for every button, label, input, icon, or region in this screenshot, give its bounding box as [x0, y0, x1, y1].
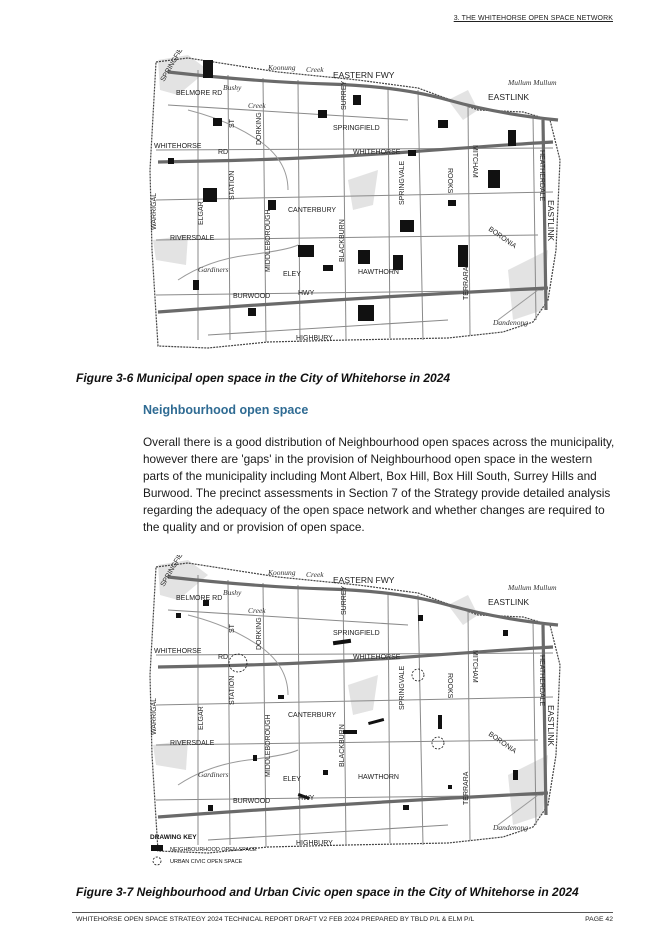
drawing-key-item-neighbourhood: NEIGHBOURHOOD OPEN SPACE — [170, 847, 257, 853]
map-label-gardiners: Gardiners — [198, 265, 229, 274]
map-label-surrey: SURREY — [341, 80, 348, 110]
map-label-creek-1: Creek — [306, 570, 324, 579]
map-label-eastlink-v: EASTLINK — [546, 705, 556, 747]
figure-3-6-caption: Figure 3-6 Municipal open space in the City of Whitehorse in 2024 — [76, 371, 451, 385]
map-label-eley: ELEY — [283, 776, 301, 783]
map-label-st: ST — [229, 119, 236, 128]
map-label-dandenong: Dandenong — [493, 318, 528, 327]
map-label-mullum: Mullum Mullum — [508, 78, 557, 87]
map-label-elgar: ELGAR — [198, 201, 205, 225]
section-heading: Neighbourhood open space — [143, 403, 309, 417]
map-label-rd-1: RD — [218, 149, 229, 156]
map-label-springfield: SPRINGFIELD — [333, 630, 380, 637]
map-label-burwood: BURWOOD — [233, 798, 271, 805]
map-label-dorking: DORKING — [256, 112, 263, 145]
map-label-warrigal: WARRIGAL — [151, 192, 158, 230]
map-label-creek-1: Creek — [306, 65, 324, 74]
map-label-springvale: SPRINGVALE — [399, 160, 406, 205]
map-label-rooks: ROOKS — [446, 168, 453, 194]
map-label-riversdale: RIVERSDALE — [170, 740, 215, 747]
map-label-dandenong: Dandenong — [493, 823, 528, 832]
map-label-st: ST — [229, 624, 236, 633]
footer-text: WHITEHORSE OPEN SPACE STRATEGY 2024 TECHNICAL REPORT DRAFT V2 FEB 2024 PREPARED BY TBLD P/L & ELM P/L — [76, 916, 475, 923]
map-label-station: STATION — [229, 675, 236, 705]
map-label-rd-1: RD — [218, 654, 229, 661]
map-label-koonung: Koonung — [268, 63, 296, 72]
map-label-gardiners: Gardiners — [198, 770, 229, 779]
map-label-belmore-rd: BELMORE RD — [176, 90, 223, 97]
map-label-rooks: ROOKS — [446, 673, 453, 699]
footer-divider — [72, 912, 613, 913]
map-label-elgar: ELGAR — [198, 706, 205, 730]
body-paragraph: Overall there is a good distribution of Neighbourhood open spaces across the municipality, however there are 'gaps' in the provision of Neighbourhood open space in the western parts of the municipality including Mont Albert, Box Hill, Box Hill South, Surrey Hills and Burwood. The precinct assessments in Section 7 of the Strategy provide detailed analysis regarding the adequacy of the open space network and whether changes are required to the quality and or provision of open space. — [143, 435, 615, 534]
map-label-terrara: TERRARA — [463, 771, 470, 805]
map-label-boronia: BORONIA — [486, 225, 518, 251]
map-label-eastlink: EASTLINK — [488, 92, 530, 102]
neighbourhood-open-space-map — [148, 555, 568, 875]
map-label-hawthorn: HAWTHORN — [358, 774, 399, 781]
map-label-eastern-fwy: EASTERN FWY — [333, 575, 395, 585]
map-label-warrigal: WARRIGAL — [151, 697, 158, 735]
map-label-highbury: HIGHBURY — [296, 840, 333, 847]
map-label-heatherdale: HEATHERDALE — [538, 655, 545, 707]
map-label-hwy: HWY — [298, 290, 315, 297]
map-label-creek-2: Creek — [248, 606, 266, 615]
map-label-middleborough: MIDDLEBOROUGH — [265, 209, 272, 272]
map-label-whitehorse-right: WHITEHORSE — [353, 149, 401, 156]
map-label-whitehorse-left: WHITEHORSE — [154, 143, 202, 150]
map-label-belmore-rd: BELMORE RD — [176, 595, 223, 602]
map-label-blackburn: BLACKBURN — [339, 219, 346, 262]
map-label-hwy: HWY — [298, 795, 315, 802]
map-label-heatherdale: HEATHERDALE — [538, 150, 545, 202]
drawing-key-item-urban-civic: URBAN CIVIC OPEN SPACE — [170, 859, 243, 865]
figure-3-7-caption: Figure 3-7 Neighbourhood and Urban Civic open space in the City of Whitehorse in 2024 — [76, 885, 579, 899]
map-label-eastlink: EASTLINK — [488, 597, 530, 607]
map-label-koonung: Koonung — [268, 568, 296, 577]
map-label-eley: ELEY — [283, 271, 301, 278]
map-label-canterbury: CANTERBURY — [288, 207, 337, 214]
map-label-mitcham: MITCHAM — [471, 145, 478, 178]
municipal-open-space-map — [148, 50, 568, 355]
map-label-bushy: Bushy — [223, 83, 242, 92]
map-label-springfield: SPRINGFIELD — [333, 125, 380, 132]
map-label-hawthorn: HAWTHORN — [358, 269, 399, 276]
map-label-station: STATION — [229, 170, 236, 200]
map-label-whitehorse-left: WHITEHORSE — [154, 648, 202, 655]
map-label-bushy: Bushy — [223, 588, 242, 597]
map-label-canterbury: CANTERBURY — [288, 712, 337, 719]
page-number: PAGE 42 — [585, 916, 613, 923]
map-label-mullum: Mullum Mullum — [508, 583, 557, 592]
map-label-boronia: BORONIA — [486, 730, 518, 756]
map-label-mitcham: MITCHAM — [471, 650, 478, 683]
neighbourhood-swatch-icon — [151, 845, 163, 851]
map-label-whitehorse-right: WHITEHORSE — [353, 654, 401, 661]
map-label-creek-2: Creek — [248, 101, 266, 110]
map-label-burwood: BURWOOD — [233, 293, 271, 300]
drawing-key-title: DRAWING KEY — [150, 834, 197, 841]
map-label-middleborough: MIDDLEBOROUGH — [265, 714, 272, 777]
section-header: 3. THE WHITEHORSE OPEN SPACE NETWORK — [453, 15, 613, 22]
map-label-eastlink-v: EASTLINK — [546, 200, 556, 242]
map-label-blackburn: BLACKBURN — [339, 724, 346, 767]
map-label-eastern-fwy: EASTERN FWY — [333, 70, 395, 80]
map-label-riversdale: RIVERSDALE — [170, 235, 215, 242]
map-label-springvale: SPRINGVALE — [399, 665, 406, 710]
map-label-dorking: DORKING — [256, 617, 263, 650]
map-label-highbury: HIGHBURY — [296, 335, 333, 342]
map-label-surrey: SURREY — [341, 585, 348, 615]
map-label-terrara: TERRARA — [463, 266, 470, 300]
